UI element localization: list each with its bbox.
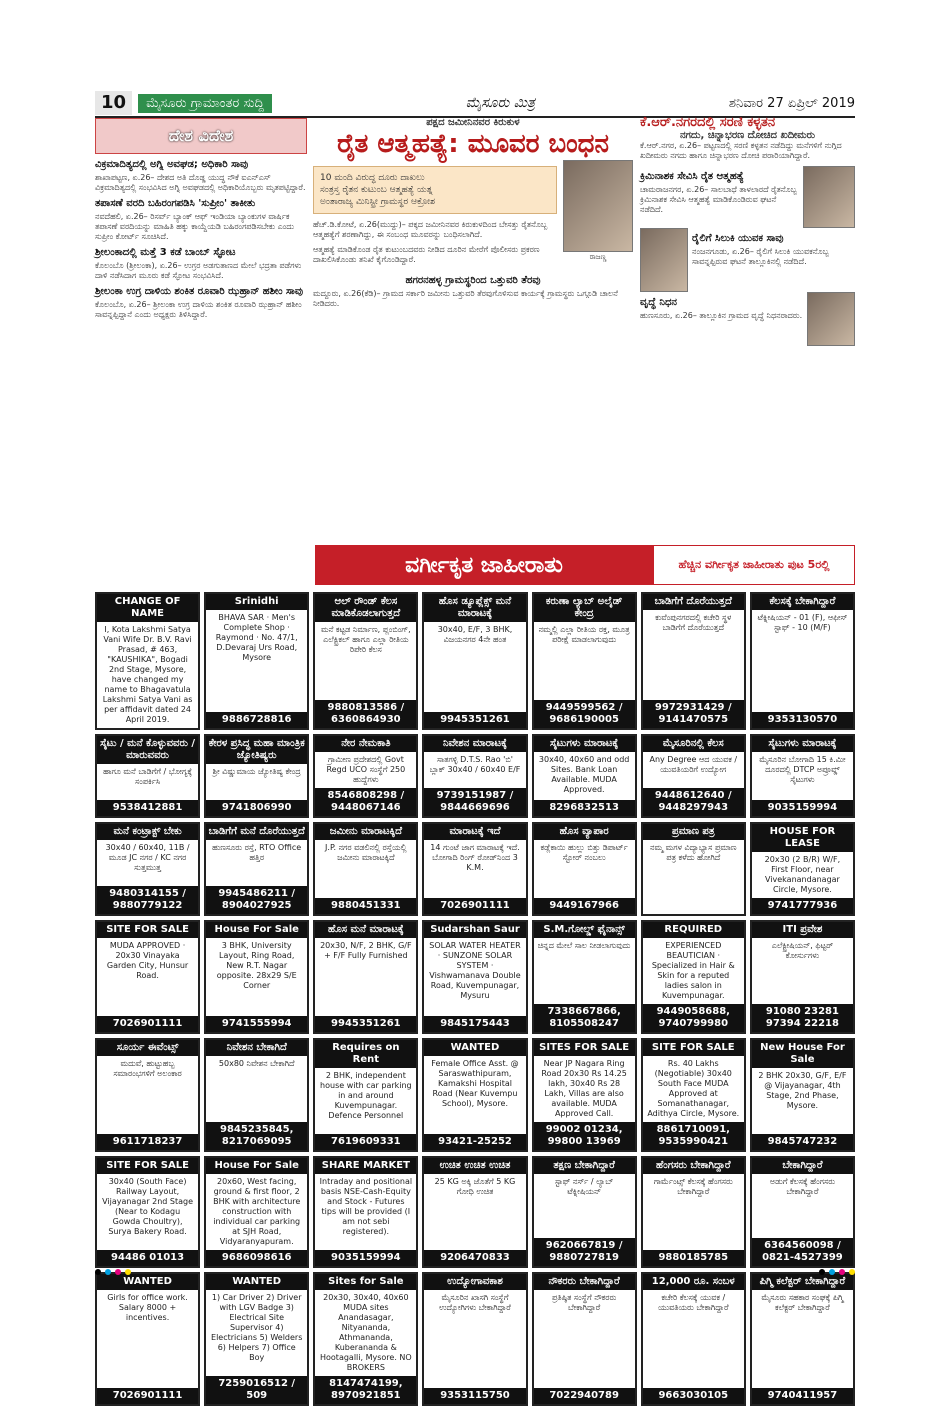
color-marks-left bbox=[95, 1269, 131, 1275]
classified-ad bbox=[641, 1038, 746, 1152]
highlight-item: 10 ಮಂದಿ ವಿರುದ್ಧ ದೂರು ದಾಖಲು bbox=[320, 173, 425, 183]
ad-body: SOLAR WATER HEATER · SUNZONE SOLAR SYSTEM · Vishwamanava Double Road, Kuvempunagar, Mysuru bbox=[429, 941, 521, 1000]
ad-phone: 9945351261 bbox=[315, 1016, 416, 1032]
ad-heading: Sudarshan Saur bbox=[424, 922, 525, 938]
ad-phone: 9035159994 bbox=[752, 800, 853, 816]
ad-body: ಟೆಕ್ನೀಷಿಯನ್ - 01 (F), ಆಫೀಸ್ ಸ್ಟಾಫ್ - 10 (M/F) bbox=[757, 613, 848, 632]
classified-banner bbox=[315, 545, 855, 585]
ad-heading: ಬೇಕಾಗಿದ್ದಾರೆ bbox=[752, 1158, 853, 1174]
ad-body: 20x30, N/F, 2 BHK, G/F + F/F Fully Furnished bbox=[320, 941, 412, 960]
page-number: 10 bbox=[95, 91, 132, 115]
headline: ಕ್ರಿಮಿನಾಶಕ ಸೇವಿಸಿ ರೈತ ಆತ್ಮಹತ್ಯೆ bbox=[640, 171, 744, 182]
classified-ad bbox=[532, 1038, 637, 1152]
classified-ad bbox=[532, 920, 637, 1034]
ad-heading: ನೌಕರರು ಬೇಕಾಗಿದ್ದಾರೆ bbox=[534, 1274, 635, 1290]
ad-phone: 9449058688, 9740799980 bbox=[643, 1004, 744, 1032]
ad-body: Intraday and positional basis NSE-Cash-Equity and Stock - Futures tips will be provided (I am not sebi registered). bbox=[319, 1177, 413, 1236]
ad-phone: 8296832513 bbox=[534, 800, 635, 816]
ad-heading: ಸೈಟುಗಳು ಮಾರಾಟಕ್ಕೆ bbox=[534, 736, 635, 752]
ad-phone: 9845235845, 8217069095 bbox=[206, 1122, 307, 1150]
ad-phone: 9845747232 bbox=[752, 1134, 853, 1150]
ad-heading: ಮನೆ ಕಂಟ್ರಾಕ್ಟ್ ಬೇಕು bbox=[97, 824, 198, 840]
ad-heading: WANTED bbox=[97, 1274, 198, 1290]
ad-phone: 9741555994 bbox=[206, 1016, 307, 1032]
registration-dot bbox=[125, 1269, 131, 1275]
ad-body: Female Office Asst. @ Saraswathipuram, Kamakshi Hospital Road (Near Kuvempu School), Mysore. bbox=[431, 1059, 519, 1108]
headline: ವೃದ್ಧೆ ನಿಧನ bbox=[640, 297, 677, 308]
ad-heading: ಕೆಲಸಕ್ಕೆ ಬೇಕಾಗಿದ್ದಾರೆ bbox=[752, 594, 853, 610]
classified-more-note: ಹೆಚ್ಚಿನ ವರ್ಗೀಕೃತ ಜಾಹೀರಾತು ಪುಟ 5ರಲ್ಲಿ bbox=[653, 545, 855, 585]
ad-heading: Srinidhi bbox=[206, 594, 307, 610]
ad-heading: ತಕ್ಷಣ ಬೇಕಾಗಿದ್ದಾರೆ bbox=[534, 1158, 635, 1174]
classified-ad bbox=[95, 734, 200, 818]
headline: ರೈಲಿಗೆ ಸಿಲುಕಿ ಯುವಕ ಸಾವು bbox=[692, 233, 784, 244]
ad-body: ಗ್ರಾಮೀಣ ಪ್ರದೇಶದಲ್ಲಿ Govt Regd UCO ಸಂಸ್ಥೆಗೆ 250 ಹುದ್ದೆಗಳು bbox=[326, 755, 406, 784]
ad-heading: CHANGE OF NAME bbox=[97, 594, 198, 622]
ad-heading: HOUSE FOR LEASE bbox=[752, 824, 853, 852]
news-column-right bbox=[640, 115, 855, 563]
highlight-item: ಅಂತಾರಾಜ್ಯ ಮಿನಿಸ್ಟ್ರೀ ಗ್ರಾಮಸ್ಥರ ಆಕ್ರೋಶ bbox=[320, 197, 436, 207]
ad-body: ಕಡ್ಲೆಕಾಯಿ ಹುಲ್ಲು ಬಿತ್ತು ಡಿಪಾರ್ಟ್ ಸ್ಟೋರ್ ನಂಬಲು bbox=[540, 843, 628, 862]
ad-heading: WANTED bbox=[206, 1274, 307, 1290]
classified-ad bbox=[95, 1156, 200, 1268]
ad-heading: ಸೈಟು / ಮನೆ ಕೊಳ್ಳುವವರು / ಮಾರುವವರು bbox=[97, 736, 198, 764]
registration-dot bbox=[115, 1269, 121, 1275]
section-tag: ಮೈಸೂರು ಗ್ರಾಮಾಂತರ ಸುದ್ದಿ bbox=[138, 94, 272, 113]
ad-heading: REQUIRED bbox=[643, 922, 744, 938]
classified-ad bbox=[204, 734, 309, 818]
paper-name: ಮೈಸೂರು ಮಿತ್ರ bbox=[465, 95, 536, 111]
ad-heading: SITE FOR SALE bbox=[97, 1158, 198, 1174]
ad-heading: WANTED bbox=[424, 1040, 525, 1056]
classified-ad bbox=[532, 734, 637, 818]
ad-phone: 9739151987 / 9844669696 bbox=[424, 788, 525, 816]
ad-body: Girls for office work. Salary 8000 + incentives. bbox=[107, 1293, 188, 1322]
ad-heading: Sites for Sale bbox=[315, 1274, 416, 1290]
news-column-center bbox=[313, 118, 633, 563]
desha-videsha-badge: ದೇಶ ವಿದೇಶ bbox=[95, 118, 307, 154]
ad-body: 30x40 / 60x40, 11B / ಮೂಡ JC ನಗರ / KC ನಗರ ಸುತ್ತಮುತ್ತ bbox=[105, 843, 190, 872]
ad-heading: Requires on Rent bbox=[315, 1040, 416, 1068]
ad-heading: ಜಮೀನು ಮಾರಾಟಕ್ಕಿದೆ bbox=[315, 824, 416, 840]
ad-body: 30x40, E/F, 3 BHK, ವಿಜಯನಗರ 4ನೇ ಹಂತ bbox=[437, 625, 513, 644]
registration-dot bbox=[819, 1269, 825, 1275]
registration-dot bbox=[849, 1269, 855, 1275]
classified-ad bbox=[750, 920, 855, 1034]
ad-body: 30x40 (South Face) Railway Layout, Vijayanagar 2nd Stage (Near to Kodagu Gowda Choultry), Surya Bakery Road. bbox=[102, 1177, 194, 1236]
ad-phone: 9845175443 bbox=[424, 1016, 525, 1032]
headline: ಕೆ.ಆರ್.ನಗರದಲ್ಲಿ ಸರಣಿ ಕಳ್ಳತನ bbox=[640, 115, 776, 130]
ad-heading: ಸೂರ್ಯ ಈವೆಂಟ್ಸ್ bbox=[97, 1040, 198, 1056]
classified-ad bbox=[313, 822, 418, 916]
masthead bbox=[95, 90, 855, 118]
classified-ad bbox=[95, 822, 200, 916]
article-text: ನಂಜನಗೂಡು, ಏ.26– ರೈಲಿಗೆ ಸಿಲುಕಿ ಯುವಕನೊಬ್ಬ ಸಾವನ್ನಪ್ಪಿರುವ ಘಟನೆ ತಾಲ್ಲೂಕಿನಲ್ಲಿ ನಡೆದಿದೆ. bbox=[692, 247, 829, 266]
ad-body: BHAVA SAR · Men's Complete Shop · Raymond · No. 47/1, D.Devaraj Urs Road, Mysore bbox=[215, 613, 298, 662]
ad-heading: ಆಲ್ ರೌಂಡ್ ಕೆಲಸ ಮಾಡಿಕೊಡಲಾಗುತ್ತದೆ bbox=[315, 594, 416, 622]
highlight-item: ಸಂತ್ರಸ್ತ ರೈತನ ಕುಟುಂಬ ಆತ್ಮಹತ್ಯೆ ಯತ್ನ bbox=[320, 185, 433, 195]
ad-heading: ಉದ್ಯೋಗಾವಕಾಶ bbox=[424, 1274, 525, 1290]
ad-body: 2 BHK 20x30, G/F, E/F @ Vijayanagar, 4th Stage, 2nd Phase, Mysore. bbox=[758, 1071, 847, 1110]
classified-ad bbox=[313, 592, 418, 730]
ad-phone: 9945486211 / 8904027925 bbox=[206, 886, 307, 914]
ad-body: ಮೈಸೂರು ಸಹಕಾರ ಸಂಘಕ್ಕೆ ಪಿಗ್ಮಿ ಕಲೆಕ್ಟರ್ ಬೇಕಾಗಿದ್ದಾರೆ bbox=[761, 1293, 844, 1312]
ad-body: ಮದುವೆ, ಹುಟ್ಟುಹಬ್ಬ ಸಮಾರಂಭಗಳಿಗೆ ಅಲಂಕಾರ bbox=[113, 1059, 182, 1078]
ad-phone: 7338667866, 8105508247 bbox=[534, 1004, 635, 1032]
ad-heading: ನಿವೇಶನ ಮಾರಾಟಕ್ಕೆ bbox=[424, 736, 525, 752]
ad-phone: 7026901111 bbox=[424, 898, 525, 914]
classified-ad bbox=[422, 734, 527, 818]
ad-heading: ಕೇರಳ ಪ್ರಸಿದ್ಧ ಮಹಾ ಮಾಂತ್ರಿಕ ಜ್ಯೋತಿಷ್ಯರು bbox=[206, 736, 307, 764]
highlight-box bbox=[313, 166, 557, 214]
ad-body: ಮೈಸೂರಿನ ಬೋಗಾದಿ 15 ಕಿ.ಮೀ ದೂರದಲ್ಲಿ DTCP ಅಪ್ರೂವ್ಡ್ ಸೈಟುಗಳು bbox=[759, 755, 846, 784]
ad-phone: 9880185785 bbox=[643, 1250, 744, 1266]
ad-heading: ಕರುಣಾ ಲ್ಯಾಬ್ ಅಲೈಡ್ ಕೇಂದ್ರ bbox=[534, 594, 635, 622]
ad-body: 3 BHK, University Layout, Ring Road, New R.T. Nagar opposite. 28x29 S/E Corner bbox=[216, 941, 297, 990]
ad-phone: 9741777936 bbox=[752, 898, 853, 914]
registration-dot bbox=[839, 1269, 845, 1275]
headline: ಹಗರನಹಳ್ಳ ಗ್ರಾಮಸ್ಥರಿಂದ ಒತ್ತುವರಿ ತೆರವು bbox=[405, 275, 541, 286]
classified-ad bbox=[95, 1038, 200, 1152]
classified-ad bbox=[95, 920, 200, 1034]
ad-body: 14 ಗುಂಟೆ ಜಾಗ ಮಾರಾಟಕ್ಕೆ ಇದೆ. ಬೋಗಾದಿ ರಿಂಗ್ ರೋಡ್‌ನಿಂದ 3 K.M. bbox=[430, 843, 520, 872]
ad-body: 20x30, 30x40, 40x60 MUDA sites Anandasagar, Nityananda, Athmananda, Kuberananda & Hootagalli, Mysore. NO BROKERS bbox=[320, 1293, 412, 1372]
portrait-photo bbox=[803, 166, 855, 228]
classified-ad bbox=[204, 592, 309, 730]
ad-phone: 93421-25252 bbox=[424, 1134, 525, 1150]
article-text: ಶಾಖಾಪಟ್ಟಣ, ಏ.26– ದೇಶದ ಅತಿ ದೊಡ್ಡ ಯುದ್ಧ ನೌಕೆ ಐಎನ್‌ಎಸ್ ವಿಕ್ರಮಾದಿತ್ಯದಲ್ಲಿ ಸಂಭವಿಸಿದ ಅಗ್ನಿ ಅವಘಡದಲ್ಲಿ ಅಧಿಕಾರಿಯೊಬ್ಬರು ಮೃತಪಟ್ಟಿದ್ದಾರೆ. bbox=[95, 173, 306, 192]
ad-body: EXPERIENCED BEAUTICIAN · Specialized in Hair & Skin for a reputed ladies salon in Kuvempunagar. bbox=[651, 941, 735, 1000]
classified-ad bbox=[750, 1156, 855, 1268]
ad-phone: 9035159994 bbox=[315, 1250, 416, 1266]
ad-body: J.P. ನಗರ ವಡಲಿನಲ್ಲಿ ರಸ್ತೆಯಲ್ಲಿ ಜಮೀನು ಮಾರಾಟಕ್ಕಿದೆ bbox=[325, 843, 407, 862]
ad-phone: 9449599562 / 9686190005 bbox=[534, 700, 635, 728]
ad-body: ಸ್ಟಾಫ್ ನರ್ಸ್ / ಲ್ಯಾಬ್ ಟೆಕ್ನೀಷಿಯನ್ bbox=[554, 1177, 614, 1196]
classified-ad bbox=[422, 1156, 527, 1268]
ad-phone: 7259016512 / 509 bbox=[206, 1376, 307, 1404]
ad-heading: ITI ಪ್ರವೇಶ bbox=[752, 922, 853, 938]
ad-body: 30x40, 40x60 and odd Sites. Bank Loan Available. MUDA Approved. bbox=[538, 755, 630, 794]
ad-phone: 9740411957 bbox=[752, 1388, 853, 1404]
ad-phone: 8147474199, 8970921851 bbox=[315, 1376, 416, 1404]
ad-body: Rs. 40 Lakhs (Negotiable) 30x40 South Face MUDA Approved at Somanathanagar, Adithya Circle, Mysore. bbox=[647, 1059, 740, 1118]
ad-body: 2 BHK, independent house with car parking in and around Kuvempunagar. Defence Personnel bbox=[320, 1071, 412, 1120]
article-text: ಹೆಚ್.ಡಿ.ಕೋಟೆ, ಏ.26(ಮುದ್ದು)– ಪಕ್ಕದ ಜಮೀನಿನವರ ಕಿರುಕುಳದಿಂದ ಬೇಸತ್ತು ರೈತನೊಬ್ಬ ಆತ್ಮಹತ್ಯೆಗೆ ಶರಣಾಗಿದ್ದು, ಈ ಸಂಬಂಧ ಮೂವರನ್ನು ಬಂಧಿಸಲಾಗಿದೆ. bbox=[313, 220, 548, 239]
classified-ad bbox=[422, 1038, 527, 1152]
ad-phone: 9945351261 bbox=[424, 712, 525, 728]
ad-phone: 9663030105 bbox=[643, 1388, 744, 1404]
ad-body: ಎಲೆಕ್ಟ್ರೀಷಿಯನ್, ಫಿಟ್ಟರ್ ಕೋರ್ಸುಗಳು bbox=[771, 941, 834, 960]
ad-phone: 9972931429 / 9141470575 bbox=[643, 700, 744, 728]
kicker: ನಗದು, ಚಿನ್ನಾಭರಣ ದೋಚಿದ ಖದೀಮರು bbox=[679, 130, 816, 141]
ad-heading: ಹೊಸ ಮನೆ ಮಾರಾಟಕ್ಕೆ bbox=[315, 922, 416, 938]
ad-body: ಕುವೆಂಪುನಗರದಲ್ಲಿ ಕಚೇರಿ ಸ್ಥಳ ಬಾಡಿಗೆಗೆ ದೊರೆಯುತ್ತದೆ bbox=[655, 613, 732, 632]
ad-phone: 8861710091, 9535990421 bbox=[643, 1122, 744, 1150]
headline: ವಿಕ್ರಮಾದಿತ್ಯದಲ್ಲಿ ಅಗ್ನಿ ಅವಘಡ; ಅಧಿಕಾರಿ ಸಾವು bbox=[95, 159, 249, 170]
ad-body: ಅಡುಗೆ ಕೆಲಸಕ್ಕೆ ಹೆಂಗಸರು ಬೇಕಾಗಿದ್ದಾರೆ bbox=[769, 1177, 836, 1196]
issue-date: ಶನಿವಾರ 27 ಏಪ್ರಿಲ್ 2019 bbox=[728, 95, 855, 111]
ad-heading: ಹೊಸ ಡ್ಯೂಪ್ಲೆಕ್ಸ್ ಮನೆ ಮಾರಾಟಕ್ಕೆ bbox=[424, 594, 525, 622]
classified-ads-grid bbox=[95, 592, 855, 1401]
ad-phone: 9880451331 bbox=[315, 898, 416, 914]
ad-heading: SITES FOR SALE bbox=[534, 1040, 635, 1056]
ad-body: I, Kota Lakshmi Satya Vani Wife Dr. B.V. Ravi Prasad, # 463, "KAUSHIKA", Bogadi 2nd Stage, Mysore, have changed my name to Bhagavatula Lakshmi Satya Vani as per affidavit dated 24 April 2019. bbox=[102, 625, 193, 724]
classified-ad bbox=[641, 1272, 746, 1406]
ad-body: ಕಚೇರಿ ಕೆಲಸಕ್ಕೆ ಯುವಕ / ಯುವತಿಯರು ಬೇಕಾಗಿದ್ದಾರೆ bbox=[658, 1293, 729, 1312]
ad-phone: 8546808298 / 9448067146 bbox=[315, 788, 416, 816]
article-text: ನವದೆಹಲಿ, ಏ.26– ರಿಸರ್ವ್ ಬ್ಯಾಂಕ್ ಆಫ್ ಇಂಡಿಯಾ ಬ್ಯಾಂಕುಗಳ ವಾರ್ಷಿಕ ತಪಾಸಣೆ ವರದಿಯನ್ನು ಮಾಹಿತಿ ಹಕ್ಕು ಕಾಯ್ದೆಯಡಿ ಬಹಿರಂಗಪಡಿಸಬೇಕು ಎಂದು ಸುಪ್ರೀಂ ಕೋರ್ಟ್ ಸೂಚಿಸಿದೆ. bbox=[95, 212, 295, 241]
registration-dot bbox=[829, 1269, 835, 1275]
registration-dot bbox=[105, 1269, 111, 1275]
ad-phone: 9448612640 / 9448297943 bbox=[643, 788, 744, 816]
ad-phone: 7619609331 bbox=[315, 1134, 416, 1150]
ad-body: ಹಾಗೂ ಮನೆ ಬಾಡಿಗೆಗೆ / ಭೋಗ್ಯಕ್ಕೆ ಸಂಪರ್ಕಿಸಿ bbox=[103, 767, 193, 786]
classified-ad bbox=[204, 822, 309, 916]
portrait-photo bbox=[807, 292, 855, 346]
ad-body: ಶ್ರೀ ವಿಷ್ಣುಮಾಯ ಜ್ಯೋತಿಷ್ಯ ಕೇಂದ್ರ bbox=[212, 767, 301, 776]
ad-phone: 9206470833 bbox=[424, 1250, 525, 1266]
article-text: ಕೆ.ಆರ್.ನಗರ, ಏ.26– ಪಟ್ಟಣದಲ್ಲಿ ಸರಣಿ ಕಳ್ಳತನ ನಡೆದಿದ್ದು ಮನೆಗಳಿಗೆ ನುಗ್ಗಿದ ಖದೀಮರು ನಗದು ಹಾಗೂ ಚಿನ್ನಾಭರಣ ದೋಚಿ ಪರಾರಿಯಾಗಿದ್ದಾರೆ. bbox=[640, 141, 842, 160]
portrait-photo bbox=[563, 160, 633, 252]
classified-ad bbox=[641, 734, 746, 818]
ad-body: Any Degree ಆದ ಯುವಕ / ಯುವತಿಯರಿಗೆ ಉದ್ಯೋಗ bbox=[649, 755, 738, 774]
ad-body: ಪ್ರತಿಷ್ಠಿತ ಸಂಸ್ಥೆಗೆ ನೌಕರರು ಬೇಕಾಗಿದ್ದಾರೆ bbox=[551, 1293, 617, 1312]
classified-ad bbox=[422, 920, 527, 1034]
ad-phone: 6364560098 / 0821-4527399 bbox=[752, 1238, 853, 1266]
ad-heading: ಸೈಟುಗಳು ಮಾರಾಟಕ್ಕೆ bbox=[752, 736, 853, 752]
ad-heading: ಉಚಿತ ಉಚಿತ ಉಚಿತ bbox=[424, 1158, 525, 1174]
ad-body: 20x30 (2 B/R) W/F, First Floor, near Vivekanandanagar Circle, Mysore. bbox=[764, 855, 841, 894]
ad-heading: ಪ್ರಮಾಣ ಪತ್ರ bbox=[643, 824, 744, 840]
ad-phone: 7026901111 bbox=[97, 1016, 198, 1032]
ad-body: 50x80 ನಿವೇಶನ ಬೇಕಾಗಿದೆ bbox=[218, 1059, 295, 1068]
classified-ad bbox=[313, 920, 418, 1034]
newspaper-page bbox=[95, 80, 855, 1401]
classified-ad bbox=[422, 592, 527, 730]
ad-phone: 9449167966 bbox=[534, 898, 635, 914]
classified-ad bbox=[422, 1272, 527, 1406]
ad-phone: 9880813586 / 6360864930 bbox=[315, 700, 416, 728]
classified-ad bbox=[313, 1272, 418, 1406]
photo-caption: ರಾಜಣ್ಣ bbox=[589, 253, 607, 261]
ad-phone: 9620667819 / 9880727819 bbox=[534, 1238, 635, 1266]
ad-phone: 9538412881 bbox=[97, 800, 198, 816]
ad-phone: 94486 01013 bbox=[97, 1250, 198, 1266]
ad-phone: 9886728816 bbox=[206, 712, 307, 728]
headline: ತಪಾಸಣೆ ವರದಿ ಬಹಿರಂಗಪಡಿಸಿ 'ಸುಪ್ರೀಂ' ತಾಕೀತು bbox=[95, 198, 256, 209]
classified-ad bbox=[641, 1156, 746, 1268]
ad-heading: New House For Sale bbox=[752, 1040, 853, 1068]
ad-phone: 99002 01234, 99800 13969 bbox=[534, 1122, 635, 1150]
news-column-left bbox=[95, 118, 307, 563]
ad-body: Near JP Nagara Ring Road 20x30 Rs 14.25 lakh, 30x40 Rs 28 Lakh, Villas are also available. MUDA Approved Call. bbox=[541, 1059, 627, 1118]
registration-dot bbox=[95, 1269, 101, 1275]
ad-body: ನಮ್ಮ ಮಗಳ ವಿದ್ಯಾಭ್ಯಾಸ ಪ್ರಮಾಣ ಪತ್ರ ಕಳೆದು ಹೋಗಿದೆ bbox=[650, 843, 737, 862]
ad-heading: House For Sale bbox=[206, 1158, 307, 1174]
ad-heading: S.M.ಗೋಲ್ಡ್ ಫೈನಾನ್ಸ್ bbox=[534, 922, 635, 938]
ad-heading: ಮೈಸೂರಿನಲ್ಲಿ ಕೆಲಸ bbox=[643, 736, 744, 752]
ad-body: 25 KG ಅಕ್ಕಿ ಜೊತೆಗೆ 5 KG ಗೋಧಿ ಉಚಿತ bbox=[434, 1177, 516, 1196]
ad-heading: SHARE MARKET bbox=[315, 1158, 416, 1174]
classified-ad bbox=[750, 822, 855, 916]
color-marks-right bbox=[819, 1269, 855, 1275]
headline: ಶ್ರೀಲಂಕಾದಲ್ಲಿ ಮತ್ತೆ 3 ಕಡೆ ಬಾಂಬ್ ಸ್ಫೋಟ bbox=[95, 247, 236, 258]
ad-heading: SITE FOR SALE bbox=[97, 922, 198, 938]
ad-phone: 9480314155 / 9880779122 bbox=[97, 886, 198, 914]
classified-ad bbox=[422, 822, 527, 916]
ad-heading: SITE FOR SALE bbox=[643, 1040, 744, 1056]
classified-ad bbox=[532, 1156, 637, 1268]
lead-headline: ರೈತ ಆತ್ಮಹತ್ಯೆ: ಮೂವರ ಬಂಧನ bbox=[337, 129, 609, 159]
ad-heading: ಬಾಡಿಗೆಗೆ ಮನೆ ದೊರೆಯುತ್ತದೆ bbox=[206, 824, 307, 840]
classified-ad bbox=[95, 1272, 200, 1406]
ad-phone: 7022940789 bbox=[534, 1388, 635, 1404]
classified-ad bbox=[641, 822, 746, 916]
ad-phone: 9741806990 bbox=[206, 800, 307, 816]
classified-title: ವರ್ಗೀಕೃತ ಜಾಹೀರಾತು bbox=[315, 545, 653, 585]
classified-ad bbox=[204, 1156, 309, 1268]
classified-ad bbox=[532, 592, 637, 730]
ad-body: ಸಾತಗಳ್ಳಿ D.T.S. Rao 'ಬಿ' ಬ್ಲಾಕ್ 30x40 / 60x40 E/F bbox=[429, 755, 521, 774]
classified-ad bbox=[641, 592, 746, 730]
ad-body: ಚಿನ್ನದ ಮೇಲೆ ಸಾಲ ನೀಡಲಾಗುವುದು bbox=[537, 941, 631, 950]
classified-ad bbox=[95, 592, 200, 730]
classified-ad bbox=[313, 1038, 418, 1152]
ad-body: ನಮ್ಮಲ್ಲಿ ಎಲ್ಲಾ ರೀತಿಯ ರಕ್ತ, ಮೂತ್ರ ಪರೀಕ್ಷೆ ಮಾಡಲಾಗುವುದು bbox=[538, 625, 630, 644]
classified-ad bbox=[750, 1272, 855, 1406]
article-text: ಚಾಮರಾಜನಗರ, ಏ.26– ಸಾಲಬಾಧೆ ತಾಳಲಾರದೆ ರೈತನೊಬ್ಬ ಕ್ರಿಮಿನಾಶಕ ಸೇವಿಸಿ ಆತ್ಮಹತ್ಯೆ ಮಾಡಿಕೊಂಡಿರುವ ಘಟನೆ ನಡೆದಿದೆ. bbox=[640, 185, 797, 214]
ad-body: ಮನೆ ಕಟ್ಟಡ ನಿರ್ಮಾಣ, ಪ್ಲಂಬಿಂಗ್, ಎಲೆಕ್ಟ್ರಿಕಲ್ ಹಾಗೂ ಎಲ್ಲಾ ರೀತಿಯ ರಿಪೇರಿ ಕೆಲಸ bbox=[320, 625, 411, 654]
ad-phone: 7026901111 bbox=[97, 1388, 198, 1404]
classified-ad bbox=[641, 920, 746, 1034]
portrait-photo bbox=[640, 228, 688, 292]
classified-ad bbox=[204, 1038, 309, 1152]
ad-body: 1) Car Driver 2) Driver with LGV Badge 3) Electrical Site Supervisor 4) Electricians 5) Welders 6) Helpers 7) Office Boy bbox=[211, 1293, 303, 1362]
headline: ಶ್ರೀಲಂಕಾ ಉಗ್ರ ದಾಳಿಯ ಶಂಕಿತ ರೂವಾರಿ ಝಹ್ರಾನ್ ಹಶೀಂ ಸಾವು bbox=[95, 286, 303, 297]
classified-ad bbox=[313, 734, 418, 818]
classified-ad bbox=[750, 592, 855, 730]
classified-ad bbox=[313, 1156, 418, 1268]
ad-heading: House For Sale bbox=[206, 922, 307, 938]
classified-ad bbox=[750, 1038, 855, 1152]
article-text: ಕೊಲಂಬೊ, ಏ.26– ಶ್ರೀಲಂಕಾ ಉಗ್ರ ದಾಳಿಯ ಶಂಕಿತ ರೂವಾರಿ ಝಹ್ರಾನ್ ಹಶೀಂ ಸಾವನ್ನಪ್ಪಿದ್ದಾನೆ ಎಂದು ಅಧ್ಯಕ್ಷರು ತಿಳಿಸಿದ್ದಾರೆ. bbox=[95, 300, 302, 319]
ad-heading: ಮಾರಾಟಕ್ಕೆ ಇದೆ bbox=[424, 824, 525, 840]
classified-ad bbox=[204, 920, 309, 1034]
ad-phone: 9611718237 bbox=[97, 1134, 198, 1150]
ad-phone: 91080 23281 97394 22218 bbox=[752, 1004, 853, 1032]
ad-body: 20x60, West facing, ground & first floor, 2 BHK with architecture construction with individual car parking at SJH Road, Vidyaranyapuram. bbox=[213, 1177, 301, 1246]
ad-body: ಗಾರ್ಮೆಂಟ್ಸ್ ಕೆಲಸಕ್ಕೆ ಹೆಂಗಸರು ಬೇಕಾಗಿದ್ದಾರೆ bbox=[653, 1177, 733, 1196]
ad-body: ಹುಣಸೂರು ರಸ್ತೆ, RTO Office ಹತ್ತಿರ bbox=[212, 843, 302, 862]
ad-phone: 9353130570 bbox=[752, 712, 853, 728]
ad-heading: ಹೊಸ ವ್ಯಾಪಾರ bbox=[534, 824, 635, 840]
article-text: ಹುಣಸೂರು, ಏ.26– ತಾಲ್ಲೂಕಿನ ಗ್ರಾಮದ ವೃದ್ಧೆ ನಿಧನರಾದರು. bbox=[640, 311, 803, 320]
ad-heading: ನೇರ ನೇಮಕಾತಿ bbox=[315, 736, 416, 752]
ad-phone: 9353115750 bbox=[424, 1388, 525, 1404]
classified-ad bbox=[750, 734, 855, 818]
article-text: ಕೊಲಂಬೊ (ಶ್ರೀಲಂಕಾ), ಏ.26– ಉಗ್ರರ ಅಡಗುತಾಣದ ಮೇಲೆ ಭದ್ರತಾ ಪಡೆಗಳು ದಾಳಿ ನಡೆಸಿದಾಗ ಮೂರು ಕಡೆ ಸ್ಫೋಟ ಸಂಭವಿಸಿದೆ. bbox=[95, 261, 302, 280]
ad-phone: 9686098616 bbox=[206, 1250, 307, 1266]
article-text: ಮದ್ದೂರು, ಏ.26(ಕೆಡಿ)– ಗ್ರಾಮದ ಸರ್ಕಾರಿ ಜಮೀನು ಒತ್ತುವರಿ ತೆರವುಗೊಳಿಸುವ ಕಾರ್ಯಕ್ಕೆ ಗ್ರಾಮಸ್ಥರು ಒಗ್ಗೂಡಿ ಚಾಲನೆ ನೀಡಿದರು. bbox=[313, 289, 618, 308]
ad-heading: ನಿವೇಶನ ಬೇಕಾಗಿದೆ bbox=[206, 1040, 307, 1056]
ad-heading: ಹೆಂಗಸರು ಬೇಕಾಗಿದ್ದಾರೆ bbox=[643, 1158, 744, 1174]
classified-ad bbox=[532, 1272, 637, 1406]
classified-ad bbox=[204, 1272, 309, 1406]
ad-body: ಮೈಸೂರಿನ ಖಾಸಗಿ ಸಂಸ್ಥೆಗೆ ಉದ್ಯೋಗಿಗಳು ಬೇಕಾಗಿದ್ದಾರೆ bbox=[439, 1293, 511, 1312]
ad-body: MUDA APPROVED · 20x30 Vinayaka Garden City, Hunsur Road. bbox=[106, 941, 189, 980]
ad-heading: 12,000 ರೂ. ಸಂಬಳ bbox=[643, 1274, 744, 1290]
classified-ad bbox=[532, 822, 637, 916]
print-registration bbox=[95, 1268, 855, 1276]
article-text: ಆತ್ಮಹತ್ಯೆ ಮಾಡಿಕೊಂಡ ರೈತ ಕುಟುಂಬದವರು ನೀಡಿದ ದೂರಿನ ಮೇರೆಗೆ ಪೊಲೀಸರು ಪ್ರಕರಣ ದಾಖಲಿಸಿಕೊಂಡು ತನಿಖೆ ಕೈಗೊಂಡಿದ್ದಾರೆ. bbox=[313, 245, 540, 264]
ad-heading: ಬಾಡಿಗೆಗೆ ದೊರೆಯುತ್ತದೆ bbox=[643, 594, 744, 610]
kicker: ಪಕ್ಷದ ಜಮೀನಿನವರ ಕಿರುಕುಳ bbox=[426, 117, 520, 128]
ad-heading: ಪಿಗ್ಮಿ ಕಲೆಕ್ಟರ್ ಬೇಕಾಗಿದ್ದಾರೆ bbox=[752, 1274, 853, 1290]
